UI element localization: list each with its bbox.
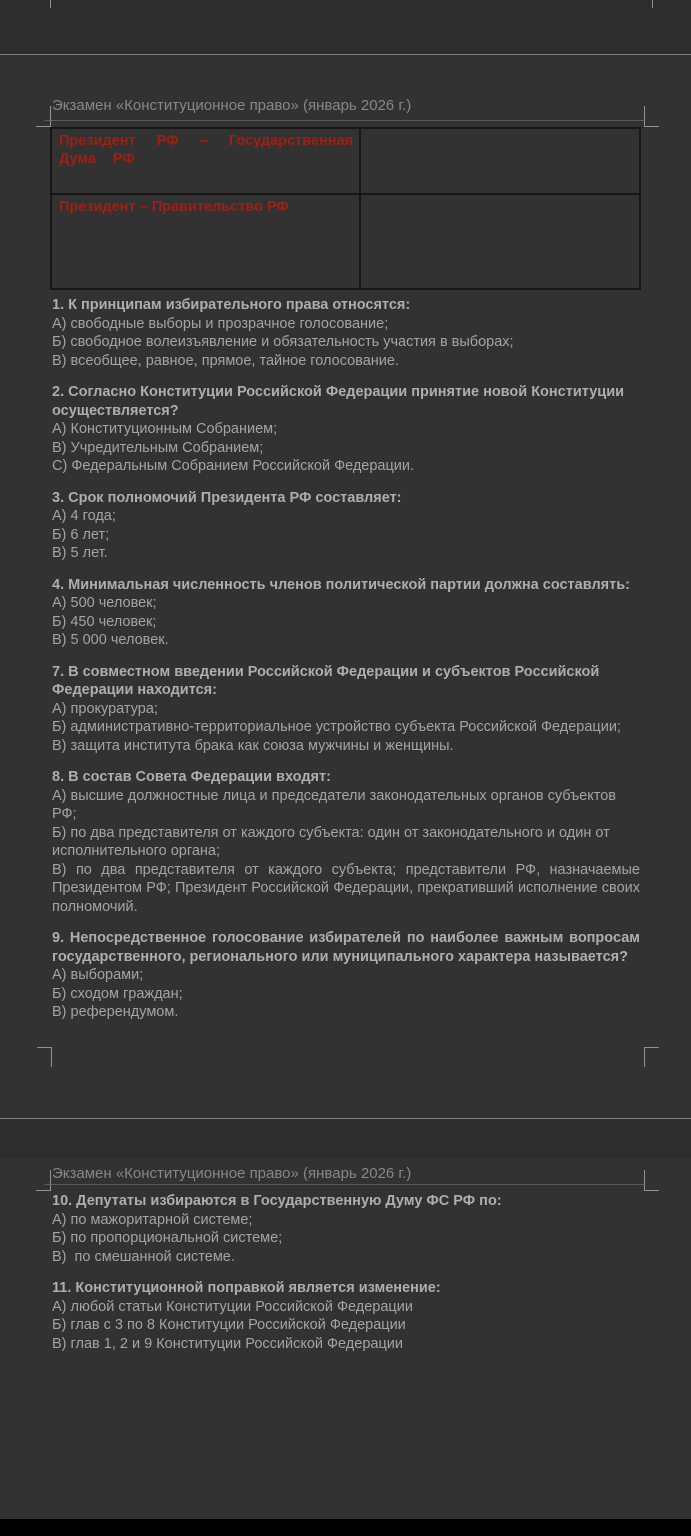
table-cell-prompt [51,128,360,194]
previous-page-bottom-strip [0,0,691,54]
header-underline [44,1184,644,1185]
question-option: Б) по пропорциональной системе; [52,1230,283,1246]
page-2-questions [52,1192,640,1353]
question-option: Б) свободное волеизъявление и обязательность участия в выборах; [52,334,514,350]
margin-mark [51,1047,52,1067]
table-row [51,194,640,289]
question-title: 7. В совместном введении Российской Федерации и субъектов Российской Федерации находится: [52,663,600,698]
question-option: А) 4 года; [52,508,116,524]
question-title: 9. Непосредственное голосование избирателей по наиболее важным вопросам государственного, регионального или муниципального характера называется? [52,930,640,965]
question-option: В) по смешанной системе. [52,1248,235,1265]
question-block [52,1279,640,1353]
question-option: В) 5 000 человек. [52,632,169,648]
question-option: С) Федеральным Собранием Российской Федерации. [52,458,415,474]
table-cell-answer[interactable] [360,128,640,194]
question-option: Б) 450 человек; [52,613,157,630]
question-option: А) любой статьи Конституции Российской Федерации [52,1298,413,1315]
question-option: В) защита института брака как союза мужчины и женщины. [52,737,454,754]
page-gap-strip [0,1119,691,1158]
question-option: В) 5 лет. [52,545,108,561]
question-block [52,576,640,650]
question-option: А) высшие должностные лица и председатели законодательных органов субъектов РФ; [52,787,621,822]
margin-mark [37,1047,52,1048]
margin-mark [50,106,51,127]
question-title: 1. К принципам избирательного права относятся: [52,297,411,313]
page-header: Экзамен «Конституционное право» (январь 2026 г.) [52,97,412,114]
question-option: А) 500 человек; [52,595,157,611]
question-option: А) прокуратура; [52,700,158,717]
table-cell-answer[interactable] [360,194,640,289]
question-block [52,296,640,370]
margin-mark [36,1190,50,1191]
question-option: В) глав 1, 2 и 9 Конституции Российской Федерации [52,1335,403,1352]
margin-mark [644,1170,645,1191]
question-option: А) выборами; [52,967,144,983]
question-block [52,663,640,756]
margin-mark [644,1047,659,1048]
table-prompt-text: Президент – Правительство РФ [59,198,289,215]
question-block [52,768,645,916]
margin-mark [645,126,659,127]
margin-mark [645,1190,659,1191]
question-option: В) по два представителя от каждого субъекта; представители РФ, назначаемые Президентом РФ; Президент Российской Федерации, прекративший исполнение своих полномочий. [52,861,645,915]
question-title: 2. Согласно Конституции Российской Федерации принятие новой Конституции осуществляется? [52,384,625,419]
question-option: А) по мажоритарной системе; [52,1211,253,1228]
margin-mark [644,106,645,127]
exam-table [50,127,641,290]
question-title: 11. Конституционной поправкой является изменение: [52,1280,441,1296]
question-block [52,1192,640,1266]
page-boundary-line [0,54,691,55]
margin-mark [644,1047,645,1067]
question-title: 4. Минимальная численность членов политической партии должна составлять: [52,576,630,593]
question-option: А) Конституционным Собранием; [52,421,278,437]
question-block [52,929,640,1022]
question-option: В) референдумом. [52,1004,179,1020]
table-row [51,128,640,194]
table-prompt-text: Президент РФ – Государственная Дума РФ [59,133,353,167]
question-title: 10. Депутаты избираются в Государственную Думу ФС РФ по: [52,1193,502,1209]
margin-mark [652,0,653,8]
question-block [52,383,640,476]
question-option: В) Учредительным Собранием; [52,439,264,456]
question-option: В) всеобщее, равное, прямое, тайное голосование. [52,352,399,369]
question-title: 8. В состав Совета Федерации входят: [52,769,331,785]
margin-mark [36,126,50,127]
table-cell-prompt [51,194,360,289]
question-title: 3. Срок полномочий Президента РФ составляет: [52,489,402,506]
header-underline [44,120,644,121]
page-1-questions [52,296,645,1022]
question-option: Б) глав с 3 по 8 Конституции Российской Федерации [52,1317,406,1333]
margin-mark [50,0,51,8]
question-option: Б) по два представителя от каждого субъекта: один от законодательного и один от исполнительного органа; [52,824,614,859]
question-option: А) свободные выборы и прозрачное голосование; [52,315,389,332]
bottom-system-bar [0,1519,691,1536]
question-option: Б) сходом граждан; [52,985,183,1002]
margin-mark [50,1170,51,1191]
page-header: Экзамен «Конституционное право» (январь 2026 г.) [52,1165,412,1182]
question-block [52,489,640,563]
question-option: Б) 6 лет; [52,526,110,543]
question-option: Б) административно-территориальное устройство субъекта Российской Федерации; [52,719,621,735]
